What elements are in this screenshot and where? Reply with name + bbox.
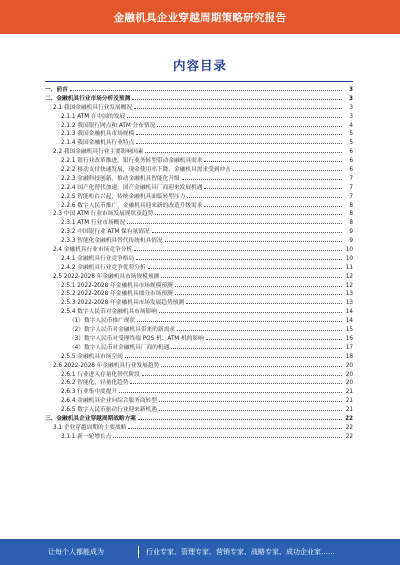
toc-entry-title: 2.1.2 我国银行网点和 ATM 分布情况: [61, 122, 156, 129]
toc-leader-dots: [127, 218, 342, 224]
toc-entry-title: （2）数字人民币对金融机具带来的新需求: [69, 327, 175, 334]
toc-entry-page: 9: [349, 238, 353, 245]
toc-entry-page: 16: [345, 335, 353, 342]
toc-entry-page: 8: [349, 202, 353, 209]
toc-entry[interactable]: [45, 138, 353, 147]
toc-entry-title: 2.2.5 智能柜台兴起，传统金融机具面临转型压力: [61, 193, 186, 200]
toc-entry-page: 20: [345, 380, 353, 387]
toc-leader-dots: [175, 281, 342, 287]
toc-entry-title: （3）数字人民币对受理终端 POS 机、ATM 机的影响: [69, 335, 204, 342]
toc-entry-title: 2.5 2022-2028 年金融机具市场规模预测: [53, 273, 160, 280]
toc-entry[interactable]: [45, 387, 353, 396]
toc-leader-dots: [204, 183, 342, 189]
toc-leader-dots: [206, 334, 342, 340]
toc-entry[interactable]: [45, 316, 353, 325]
toc-entry-page: 4: [349, 122, 353, 129]
toc-entry-title: 2.2.6 数字人民币推广，金融机具迎来新的改造升级需求: [61, 202, 203, 209]
toc-entry[interactable]: [45, 414, 353, 423]
toc-entry-page: 3: [349, 87, 353, 93]
toc-entry-page: 10: [345, 255, 353, 262]
toc-entry[interactable]: [45, 209, 353, 218]
toc-leader-dots: [182, 174, 342, 180]
toc-entry-page: 21: [345, 398, 353, 405]
toc-entry-page: 13: [345, 300, 353, 307]
toc-entry[interactable]: [45, 352, 353, 361]
toc-entry-page: 6: [349, 167, 353, 174]
toc-leader-dots: [159, 405, 342, 411]
toc-leader-dots: [155, 209, 342, 215]
toc-leader-dots: [137, 316, 342, 322]
toc-entry-page: 12: [345, 282, 353, 289]
toc-entry-title: 2.4.2 金融机具行业竞争优势分析: [61, 264, 146, 271]
toc-entry-title: 2.5.2 2022-2028 年金融机具细分市场预测: [61, 291, 173, 298]
toc-leader-dots: [134, 245, 342, 251]
toc-leader-dots: [132, 94, 342, 100]
toc-leader-dots: [136, 129, 342, 135]
toc-entry-title: 2.3.2 中国银行业 ATM 保有量情况: [61, 229, 150, 236]
toc-leader-dots: [204, 201, 342, 207]
toc-entry-page: 20: [345, 371, 353, 378]
toc-entry-page: 6: [349, 158, 353, 165]
toc-leader-dots: [125, 352, 342, 358]
toc-entry[interactable]: [45, 405, 353, 414]
toc-entry-title: 2.2.2 移动支付快速发展，现金使用率下降，金融机具需求受到冲击: [61, 167, 231, 174]
toc-entry-page: 14: [345, 309, 353, 316]
toc-leader-dots: [204, 156, 342, 162]
toc-entry-title: 三、金融机具企业穿越周期战略方案: [45, 415, 136, 422]
toc-entry-title: 3.1 企业穿越周期的主要战略: [53, 424, 127, 431]
toc-leader-dots: [127, 112, 342, 118]
toc-entry[interactable]: [45, 147, 353, 156]
toc-entry-title: 2.4 金融机具行业市场竞争分析: [53, 247, 133, 254]
toc-entry-page: 3: [349, 113, 353, 120]
toc-divider: [45, 81, 353, 82]
toc-leader-dots: [159, 396, 342, 402]
toc-entry-page: 9: [349, 229, 353, 236]
toc-entry-title: 2.6.2 智能化、轻量化趋势: [61, 380, 129, 387]
toc-entry[interactable]: [45, 307, 353, 316]
toc-leader-dots: [152, 227, 342, 233]
toc-entry-title: 2.1.1 ATM 在中国的发展: [61, 113, 126, 120]
toc-entry[interactable]: [45, 281, 353, 290]
toc-entry[interactable]: [45, 94, 353, 103]
toc-entry-title: （4）数字人民币对金融机具厂商的机遇: [69, 344, 170, 351]
toc-entry-title: 2.5.4 数字人民币对金融机具市场影响: [61, 309, 157, 316]
toc-entry[interactable]: [45, 334, 353, 343]
toc-entry-title: 2.6 2022-2028 年金融机具行业发展趋势: [53, 362, 160, 369]
toc-entry[interactable]: [45, 192, 353, 201]
toc-entry[interactable]: [45, 396, 353, 405]
toc-entry-title: 2.2.3 金融科技创新，推动金融机具智能化升级: [61, 175, 180, 182]
toc-leader-dots: [70, 85, 342, 91]
report-title: 金融机具企业穿越周期策略研究报告: [113, 12, 287, 24]
toc-entry-title: 2.6.3 行业集中度提升: [61, 389, 118, 396]
toc-entry[interactable]: [45, 156, 353, 165]
toc-leader-dots: [171, 343, 342, 349]
toc-entry[interactable]: [45, 272, 353, 281]
toc-entry-title: 2.6.1 行业进入存量化替代阶段: [61, 371, 140, 378]
toc-entry-page: 7: [349, 175, 353, 182]
toc-entry[interactable]: [45, 423, 353, 432]
toc-leader-dots: [136, 138, 342, 144]
toc-heading: 内容目录: [172, 58, 227, 73]
toc-entry-title: 2.5.1 2022-2028 年金融机具市场规模预测: [61, 282, 173, 289]
toc-list: [45, 85, 353, 441]
toc-entry-page: 7: [349, 184, 353, 191]
toc-leader-dots: [165, 236, 342, 242]
toc-entry-page: 22: [345, 415, 353, 422]
toc-leader-dots: [134, 103, 342, 109]
footer-slogan-tail: 行业专家、管理专家、营销专家、战略专家、成功企业家……: [146, 548, 335, 556]
toc-entry[interactable]: [45, 245, 353, 254]
toc-entry-title: 2.5.5 金融机具市场空间: [61, 353, 123, 360]
toc-entry-page: 5: [349, 131, 353, 138]
toc-leader-dots: [187, 192, 342, 198]
toc-leader-dots: [113, 432, 342, 438]
toc-entry-title: 2.6.5 数字人民币驱动行业迎来新机遇: [61, 407, 157, 414]
toc-entry-title: 2.1.4 我国金融机具行业特点: [61, 140, 135, 147]
toc-entry-title: 2.2.4 国产化替代加速，国产金融机具厂商迎来发展机遇: [61, 184, 203, 191]
toc-entry[interactable]: [45, 165, 353, 174]
toc-entry-page: 20: [345, 362, 353, 369]
toc-entry[interactable]: [45, 298, 353, 307]
toc-entry-title: 2.2.1 银行业改革推进，银行业务转型带动金融机具需求: [61, 158, 203, 165]
toc-entry-page: 22: [345, 424, 353, 431]
toc-entry-page: 8: [349, 220, 353, 227]
toc-leader-dots: [128, 423, 342, 429]
toc-entry-page: 10: [345, 247, 353, 254]
toc-entry-page: 12: [345, 273, 353, 280]
toc-entry[interactable]: [45, 201, 353, 210]
toc-leader-dots: [186, 298, 342, 304]
toc-entry[interactable]: [45, 263, 353, 272]
toc-entry[interactable]: [45, 174, 353, 183]
toc-entry-page: 11: [345, 264, 353, 271]
toc-entry[interactable]: [45, 218, 353, 227]
toc-leader-dots: [157, 121, 342, 127]
toc-leader-dots: [161, 272, 342, 278]
toc-entry-page: 21: [345, 407, 353, 414]
toc-entry-page: 13: [345, 291, 353, 298]
toc-entry[interactable]: [45, 85, 353, 94]
footer-divider: [138, 546, 139, 558]
page-footer: [0, 539, 400, 565]
toc-entry[interactable]: [45, 103, 353, 112]
toc-entry-page: 3: [349, 104, 353, 111]
toc-leader-dots: [159, 307, 342, 313]
toc-leader-dots: [148, 263, 342, 269]
toc-leader-dots: [136, 254, 342, 260]
toc-leader-dots: [177, 325, 342, 331]
page-header: [0, 0, 400, 34]
toc-entry-page: 15: [345, 327, 353, 334]
toc-entry-title: （1）数字人民币推广现状: [69, 318, 136, 325]
page-body: [0, 34, 400, 539]
toc-entry-title: 2.1.3 我国金融机具市场规模: [61, 131, 135, 138]
toc-entry-page: 18: [345, 353, 353, 360]
toc-entry-title: 二、金融机具行业市场分析及预测: [45, 95, 131, 102]
toc-entry-title: 一、前言: [45, 87, 68, 93]
toc-entry-title: 2.3 中国 ATM 行业市场发展现状及趋势: [53, 211, 154, 218]
toc-entry[interactable]: [45, 227, 353, 236]
toc-entry[interactable]: [45, 289, 353, 298]
toc-entry[interactable]: [45, 325, 353, 334]
toc-leader-dots: [130, 378, 342, 384]
toc-entry[interactable]: [45, 361, 353, 370]
toc-entry-title: 2.1 我国金融机具行业发展概况: [53, 104, 133, 111]
toc-entry-page: 6: [349, 149, 353, 156]
toc-entry-title: 2.3.3 智能化金融机具替代传统机具情况: [61, 238, 163, 245]
toc-entry-page: 21: [345, 389, 353, 396]
toc-entry-page: 8: [349, 211, 353, 218]
toc-entry[interactable]: [45, 183, 353, 192]
toc-entry-title: 3.1.1 新一轮增长点: [61, 433, 112, 440]
toc-leader-dots: [145, 147, 342, 153]
toc-entry-page: 5: [349, 140, 353, 147]
toc-entry-page: 22: [345, 433, 353, 440]
toc-entry-title: 2.6.4 金融机具企业向综合服务商转型: [61, 398, 157, 405]
toc-entry[interactable]: [45, 112, 353, 121]
toc-entry[interactable]: [45, 432, 353, 441]
toc-entry-title: 2.5.3 2022-2028 年金融机具市场发展趋势预测: [61, 300, 185, 307]
toc-entry-page: 17: [345, 344, 353, 351]
toc-entry-page: 3: [349, 95, 353, 102]
toc-entry[interactable]: [45, 378, 353, 387]
toc-entry-title: 2.3.1 ATM 行业市场概况: [61, 220, 126, 227]
toc-entry[interactable]: [45, 254, 353, 263]
toc-leader-dots: [233, 165, 342, 171]
toc-leader-dots: [119, 387, 342, 393]
toc-entry[interactable]: [45, 121, 353, 130]
toc-entry-title: 2.4.1 金融机具行业竞争格局: [61, 255, 135, 262]
toc-entry-title: 2.2 我国金融机具行业主要影响因素: [53, 149, 144, 156]
toc-leader-dots: [175, 289, 342, 295]
toc-entry[interactable]: [45, 236, 353, 245]
toc-entry[interactable]: [45, 343, 353, 352]
toc-entry[interactable]: [45, 129, 353, 138]
toc-leader-dots: [142, 370, 342, 376]
footer-slogan-lead: 让每个人都能成为: [48, 548, 104, 556]
toc-entry-page: 7: [349, 193, 353, 200]
toc-leader-dots: [138, 414, 342, 420]
toc-entry[interactable]: [45, 370, 353, 379]
toc-entry-page: 14: [345, 318, 353, 325]
toc-leader-dots: [161, 361, 342, 367]
